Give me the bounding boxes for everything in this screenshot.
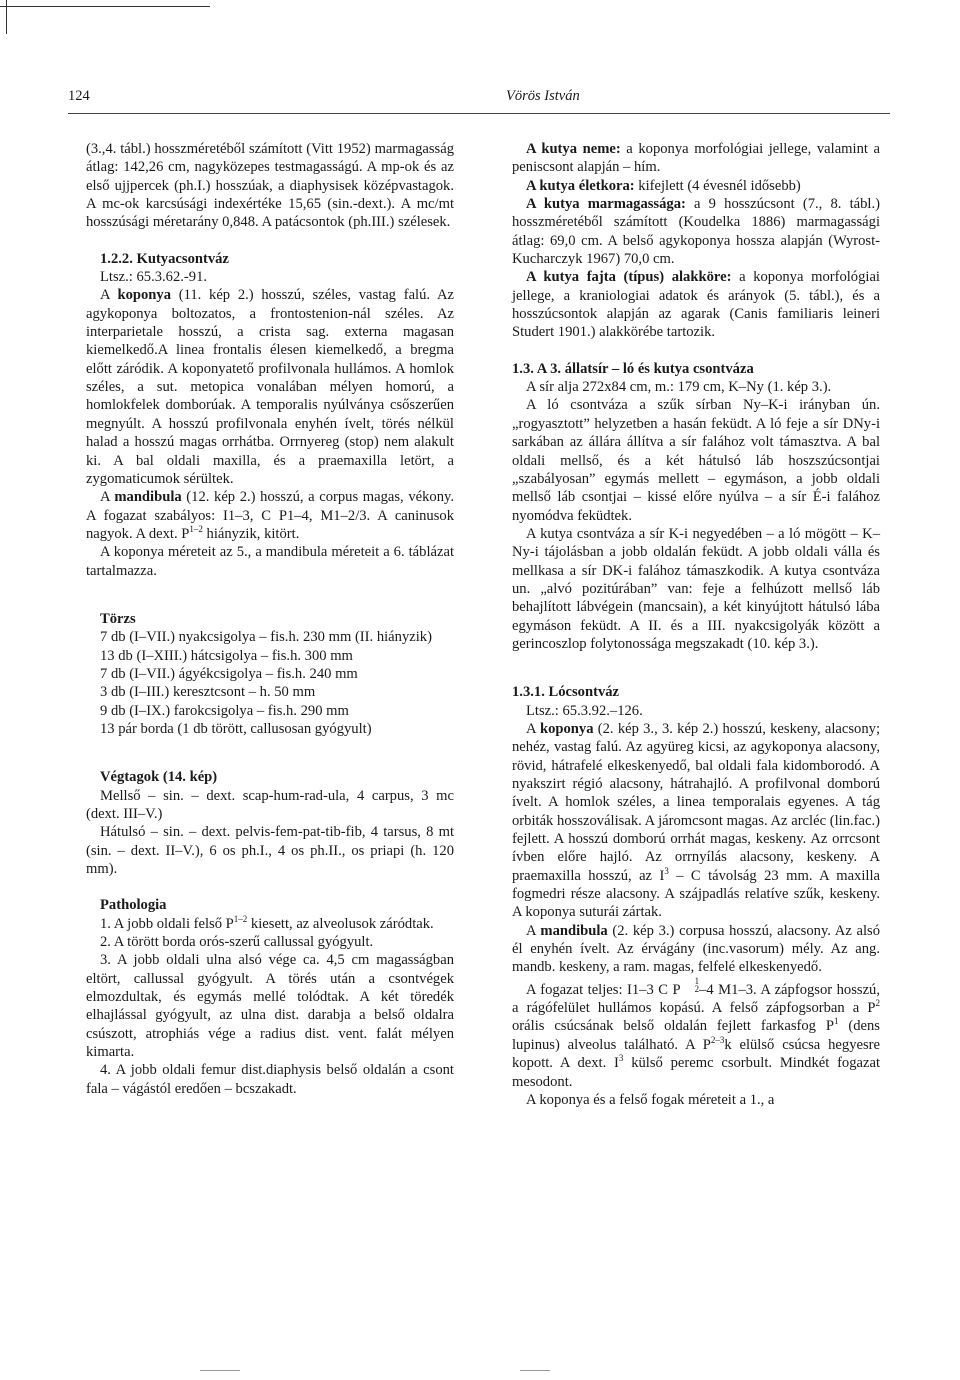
- section-heading-dog-skeleton: 1.2.2. Kutyacsontváz: [100, 250, 229, 267]
- paragraph-horse-dentition: A fogazat teljes: I1–3 C P 1 2 –4 M1–3. A zápfogsor hosszú, a rágófelület hullámos kopású. A felső zápfogsorban a $P^2$ orális csúcsának belső oldalán fejlett farkasfog $P^1$ (dens lupinus) alveolus található. A $P^{2-3}k$ elülső csúcsa hegyesre kopott. A dext. $I^3$ külső peremc csorbult. Mindkét fogazat mesodont.: [512, 975, 881, 1090]
- header-rule: [68, 113, 890, 114]
- scan-artifact: [520, 1370, 550, 1371]
- running-title: Vörös István: [506, 88, 580, 104]
- paragraph-horse-position: A ló csontváza a szűk sírban Ny–K-i irányban ún. „rogyasztott” helyzetben a hasán feküdt. A ló feje a sír DNy-i sarkában az állára állítva a sír falához volt támasztva. A bal oldali mellső, és a két hátulsó láb hoszszúcsontjai „szabályosan” egymás mellett – egymáson, a jobb oldali mellső láb csontjai – kissé előre nyúlva – a sír É-i falához nyomódva feküdtek.: [512, 397, 880, 524]
- pathology-item: 4. A jobb oldali femur dist.diaphysis belső oldalán a csont fala – vágástól eredően – bcszakadt.: [86, 1062, 454, 1097]
- list-item: 7 db (I–VII.) ágyékcsigolya – fis.h. 240 mm: [100, 665, 358, 682]
- paragraph-horse-mandible: A mandibula (2. kép 3.) corpusa hosszú, alacsony. Az alsó él enyhén ívelt. Az érvágány (inc.vasorum) mély. Az ang. mandb. keskeny, a ram. magas, felfelé elkeskenyedő.: [512, 922, 880, 976]
- paragraph-measurement-reference: A koponya és a felső fogak méreteit a 1., a: [526, 1091, 775, 1108]
- inventory-number: Ltsz.: 65.3.92.–126.: [526, 702, 643, 719]
- paragraph-dog-height: A kutya marmagassága: a 9 hosszúcsont (7., 8. tábl.) hosszméretéből számított (Koudelka 1886) marmagassági átlag: 69,0 cm. A belső agykoponya hossza alapján (Wyrost-Kucharczyk 1967) 70,0 cm.: [512, 196, 880, 268]
- pathology-item: 1. A jobb oldali felső $P^{1-2}$ kiesett, az alveolusok záródtak.: [100, 913, 434, 932]
- section-heading-grave-3: 1.3. A 3. állatsír – ló és kutya csontváza: [512, 360, 754, 377]
- list-item: 13 pár borda (1 db törött, callusosan gyógyult): [100, 720, 372, 737]
- page-number: 124: [68, 88, 90, 104]
- section-heading-pathology: Pathologia: [100, 897, 167, 914]
- paragraph-horse-measurements: (3.,4. tábl.) hosszméretéből számított (Vitt 1952) marmagasság átlag: 142,26 cm, nagyközepes testmagasságú. A mp-ok és az első ujjpercek (ph.I.) hosszúak, a diaphysisek középvastagok. A mc-ok karcsúsági indexértéke 15,65 (sin.-dext.). A mc/mt hosszúsági méretarány 0,848. A patácsontok (ph.III.) szélesek.: [86, 141, 454, 231]
- section-heading-torso: Törzs: [100, 610, 136, 627]
- paragraph-grave-floor: A sír alja 272x84 cm, m.: 179 cm, K–Ny (1. kép 3.).: [526, 379, 832, 396]
- list-item: 7 db (I–VII.) nyakcsigolya – fis.h. 230 mm (II. hiányzik): [100, 629, 432, 646]
- pathology-item: 2. A törött borda orós-szerű callussal gyógyult.: [100, 934, 374, 951]
- paragraph-dog-breed: A kutya fajta (típus) alakköre: a koponya morfológiai jellege, a kraniologiai adatok és arányok (5. tábl.), és a hosszúcsontok alapján az agarak (Canis familiaris leineri Studert 1901.) alakkörébe tartozik.: [512, 269, 880, 341]
- paragraph-dog-age: A kutya életkora: kifejlett (4 évesnél idősebb): [526, 177, 801, 194]
- right-column: [512, 140, 880, 1109]
- paragraph-horse-skull: A koponya (2. kép 3., 3. kép 2.) hosszú, keskeny, alacsony; nehéz, vastag falú. Az agyüreg kicsi, az agykoponya alacsony, rövid, hátrafelé elkeskenyedő, bal oldali fala kidomborodó. A nyakszirt régió alacsony, hátrahajló. A profilvonal domború ívelt. A homlok széles, a linea temporalais egyenes. A tág orbiták hosszoválisak. A járomcsont magas. Az arcléc (lin.fac.) fejlett. A hosszú domború orrhát magas, keskeny. Az orrcsont ívben előre hajló. Az orrnyílás alacsony, keskeny. A praemaxilla hosszú, az $I^3$ – C távolság 23 mm. A maxilla fogmedri része alacsony. A szájpadlás relatíve szűk, keskeny. A koponya suturái zártak.: [512, 720, 880, 921]
- scan-artifact: [200, 1370, 240, 1371]
- list-item: 9 db (I–IX.) farokcsigolya – fis.h. 290 mm: [100, 702, 349, 719]
- pathology-item: 3. A jobb oldali ulna alsó vége ca. 4,5 cm magasságban eltört, callussal gyógyult. A törés után a csontvégek elmozdultak, és egymás mellé tolódtak. A két töredék elhajlással gyógyult, az ulna dist. darabja a belső oldalra csúszott, atrophiás vége a radius dist. vent. falát mélyen kimarta.: [86, 952, 454, 1061]
- list-item: 3 db (I–III.) keresztcsont – h. 50 mm: [100, 684, 316, 701]
- paragraph-measurement-tables: A koponya méreteit az 5., a mandibula méreteit a 6. táblázat tartalmazza.: [86, 544, 454, 579]
- scan-corner-line: [0, 6, 210, 7]
- paragraph-dog-skull: A koponya (11. kép 2.) hosszú, széles, vastag falú. Az agykoponya boltozatos, a frontostenion-nál széles. Az interparietale hosszú, a crista sag. externa magasan kiemelkedő.A linea frontalis élesen kiemelkedő, a bregma előtt záródik. A koponyatető profilvonala hullámos. A homlok széles, a sut. metopica vonalában mélyen homorú, a homlokfelek domborúak. A temporalis nyúlványa csőszerűen megnyúlt. A hosszú profilvonala enyhén ívelt, törés nélkül halad a hosszú magas orrhátba. Orrnyereg (stop) nem alakult ki. A bal oldali maxilla, és a praemaxilla letört, a zygomaticumok sérültek.: [86, 287, 454, 487]
- list-item: 13 db (I–XIII.) hátcsigolya – fis.h. 300 mm: [100, 647, 353, 664]
- inventory-number: Ltsz.: 65.3.62.-91.: [100, 269, 208, 286]
- paragraph-dog-mandible: A mandibula (12. kép 2.) hosszú, a corpus magas, vékony. A fogazat szabályos: I1–3, C P1–4, M1–2/3. A caninusok nagyok. A dext. $P^{1-2}$ hiányzik, kitört.: [86, 489, 454, 542]
- section-heading-horse-skeleton: 1.3.1. Lócsontváz: [512, 684, 620, 701]
- section-heading-limbs: Végtagok (14. kép): [100, 769, 218, 786]
- paragraph-dog-position: A kutya csontváza a sír K-i negyedében – a ló mögött – K–Ny-i tájolásban a jobb oldalán feküdt. A jobb oldali válla és mellkasa a sír DK-i falához támaszkodik. A kutya csontváza un. „alvó pozitúrában” van: feje a felhúzott mellső láb behajlított lábvégein (mancsain), a két kinyújtott hátulsó lába egymáson feküdt. A II. és a III. nyakcsigolyák között a gerincoszlop folytonossága megszakadt (10. kép 3.).: [512, 525, 880, 652]
- left-column: [86, 140, 454, 1098]
- scan-corner-line: [6, 0, 7, 34]
- paragraph-dog-sex: A kutya neme: a koponya morfológiai jellege, valamint a peniscsont alapján – hím.: [512, 141, 880, 176]
- list-item: Hátulsó – sin. – dext. pelvis-fem-pat-tib-fib, 4 tarsus, 8 mt (sin. – dext. II–V.), 6 os ph.I., 4 os ph.II., os priapi (h. 120 mm).: [86, 824, 454, 878]
- list-item: Mellső – sin. – dext. scap-hum-rad-ula, 4 carpus, 3 mc (dext. III–V.): [86, 787, 454, 822]
- page-header: [68, 88, 908, 110]
